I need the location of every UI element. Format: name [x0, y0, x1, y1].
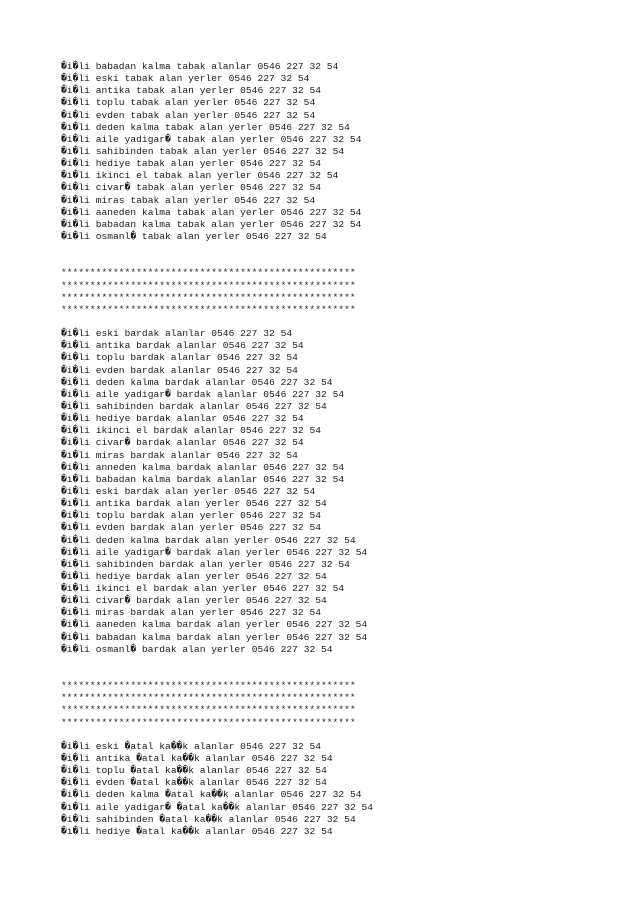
listing-line: �i�li babadan kalma tabak alanlar 0546 227 32 54: [61, 61, 339, 72]
separator-line: ***************************************************: [61, 704, 356, 716]
listing-line: �i�li antika �atal ka��k alanlar 0546 227 32 54: [61, 753, 333, 765]
asterisk-separator: [61, 267, 621, 316]
listing-line: �i�li antika bardak alan yerler 0546 227 32 54: [61, 498, 327, 510]
listing-line: �i�li aile yadigar� bardak alan yerler 0546 227 32 54: [61, 546, 368, 558]
asterisk-separator: [61, 680, 621, 729]
listing-line: �i�li aile yadigar� bardak alanlar 0546 227 32 54: [61, 388, 345, 400]
listing-line: �i�li aaneden kalma bardak alan yerler 0546 227 32 54: [61, 619, 368, 631]
listing-line: �i�li anneden kalma bardak alanlar 0546 227 32 54: [61, 461, 345, 473]
bardak-listing-block: [61, 328, 621, 656]
separator-line: ***************************************************: [61, 716, 356, 728]
listing-line: �i�li antika bardak alanlar 0546 227 32 54: [61, 340, 304, 352]
section-spacer: [61, 316, 621, 328]
listing-line: �i�li sahibinden bardak alan yerler 0546 227 32 54: [61, 558, 350, 570]
listing-line: �i�li evden �atal ka��k alanlar 0546 227 32 54: [61, 777, 327, 789]
separator-line: ***************************************************: [61, 291, 356, 303]
listing-line: �i�li aile yadigar� tabak alan yerler 0546 227 32 54: [61, 133, 362, 145]
section-spacer: [61, 656, 621, 680]
listing-line: �i�li ikinci el bardak alan yerler 0546 227 32 54: [61, 583, 345, 595]
listing-line: �i�li evden bardak alanlar 0546 227 32 54: [61, 364, 298, 376]
listing-line: �i�li deden kalma bardak alanlar 0546 227 32 54: [61, 376, 333, 388]
catal-kasik-listing-block: [61, 741, 621, 838]
listing-line: �i�li eski �atal ka��k alanlar 0546 227 32 54: [61, 740, 322, 752]
listing-line: �i�li deden kalma �atal ka��k alanlar 0546 227 32 54: [61, 789, 362, 801]
listing-line: �i�li sahibinden tabak alan yerler 0546 227 32 54: [61, 145, 345, 157]
listing-line: �i�li antika tabak alan yerler 0546 227 32 54: [61, 85, 322, 97]
listing-line: �i�li hediye bardak alan yerler 0546 227 32 54: [61, 570, 327, 582]
listing-line: �i�li eski tabak alan yerler 0546 227 32 54: [61, 73, 310, 85]
separator-line: ***************************************************: [61, 303, 356, 315]
listing-line: �i�li hediye �atal ka��k alanlar 0546 227 32 54: [61, 825, 333, 837]
listing-line: �i�li civar� bardak alanlar 0546 227 32 54: [61, 437, 304, 449]
listing-line: �i�li toplu bardak alan yerler 0546 227 32 54: [61, 510, 322, 522]
tabak-listing-block: [61, 61, 621, 243]
separator-line: ***************************************************: [61, 279, 356, 291]
listing-line: �i�li civar� tabak alan yerler 0546 227 32 54: [61, 182, 322, 194]
listing-line: �i�li babadan kalma tabak alan yerler 0546 227 32 54: [61, 218, 362, 230]
listing-line: �i�li miras tabak alan yerler 0546 227 32 54: [61, 194, 316, 206]
listing-line: �i�li civar� bardak alan yerler 0546 227 32 54: [61, 595, 327, 607]
listing-line: �i�li ikinci el tabak alan yerler 0546 227 32 54: [61, 170, 339, 182]
separator-line: ***************************************************: [61, 680, 356, 692]
listing-line: �i�li babadan kalma bardak alanlar 0546 227 32 54: [61, 473, 345, 485]
listing-line: �i�li toplu bardak alanlar 0546 227 32 54: [61, 352, 298, 364]
listing-line: �i�li hediye bardak alanlar 0546 227 32 54: [61, 413, 304, 425]
section-spacer: [61, 729, 621, 741]
listing-line: �i�li aaneden kalma tabak alan yerler 0546 227 32 54: [61, 206, 362, 218]
listing-line: �i�li toplu tabak alan yerler 0546 227 32 54: [61, 97, 316, 109]
listing-line: �i�li evden bardak alan yerler 0546 227 32 54: [61, 522, 322, 534]
listing-line: �i�li ikinci el bardak alanlar 0546 227 32 54: [61, 425, 322, 437]
document-page: [61, 61, 621, 838]
listing-line: �i�li hediye tabak alan yerler 0546 227 32 54: [61, 158, 322, 170]
listing-line: �i�li osmanl� tabak alan yerler 0546 227 32 54: [61, 230, 327, 242]
listing-line: �i�li sahibinden �atal ka��k alanlar 0546 227 32 54: [61, 813, 356, 825]
listing-line: �i�li deden kalma bardak alan yerler 0546 227 32 54: [61, 534, 356, 546]
listing-line: �i�li toplu �atal ka��k alanlar 0546 227 32 54: [61, 765, 327, 777]
listing-line: �i�li miras bardak alanlar 0546 227 32 54: [61, 449, 298, 461]
listing-line: �i�li aile yadigar� �atal ka��k alanlar 0546 227 32 54: [61, 801, 374, 813]
listing-line: �i�li deden kalma tabak alan yerler 0546 227 32 54: [61, 121, 350, 133]
listing-line: �i�li eski bardak alan yerler 0546 227 32 54: [61, 485, 316, 497]
listing-line: �i�li miras bardak alan yerler 0546 227 32 54: [61, 607, 322, 619]
listing-line: �i�li osmanl� bardak alan yerler 0546 227 32 54: [61, 643, 333, 655]
listing-line: �i�li eski bardak alanlar 0546 227 32 54: [61, 328, 293, 340]
listing-line: �i�li sahibinden bardak alanlar 0546 227 32 54: [61, 400, 327, 412]
listing-line: �i�li babadan kalma bardak alan yerler 0546 227 32 54: [61, 631, 368, 643]
separator-line: ***************************************************: [61, 692, 356, 704]
listing-line: �i�li evden tabak alan yerler 0546 227 32 54: [61, 109, 316, 121]
separator-line: ***************************************************: [61, 267, 356, 279]
section-spacer: [61, 243, 621, 267]
